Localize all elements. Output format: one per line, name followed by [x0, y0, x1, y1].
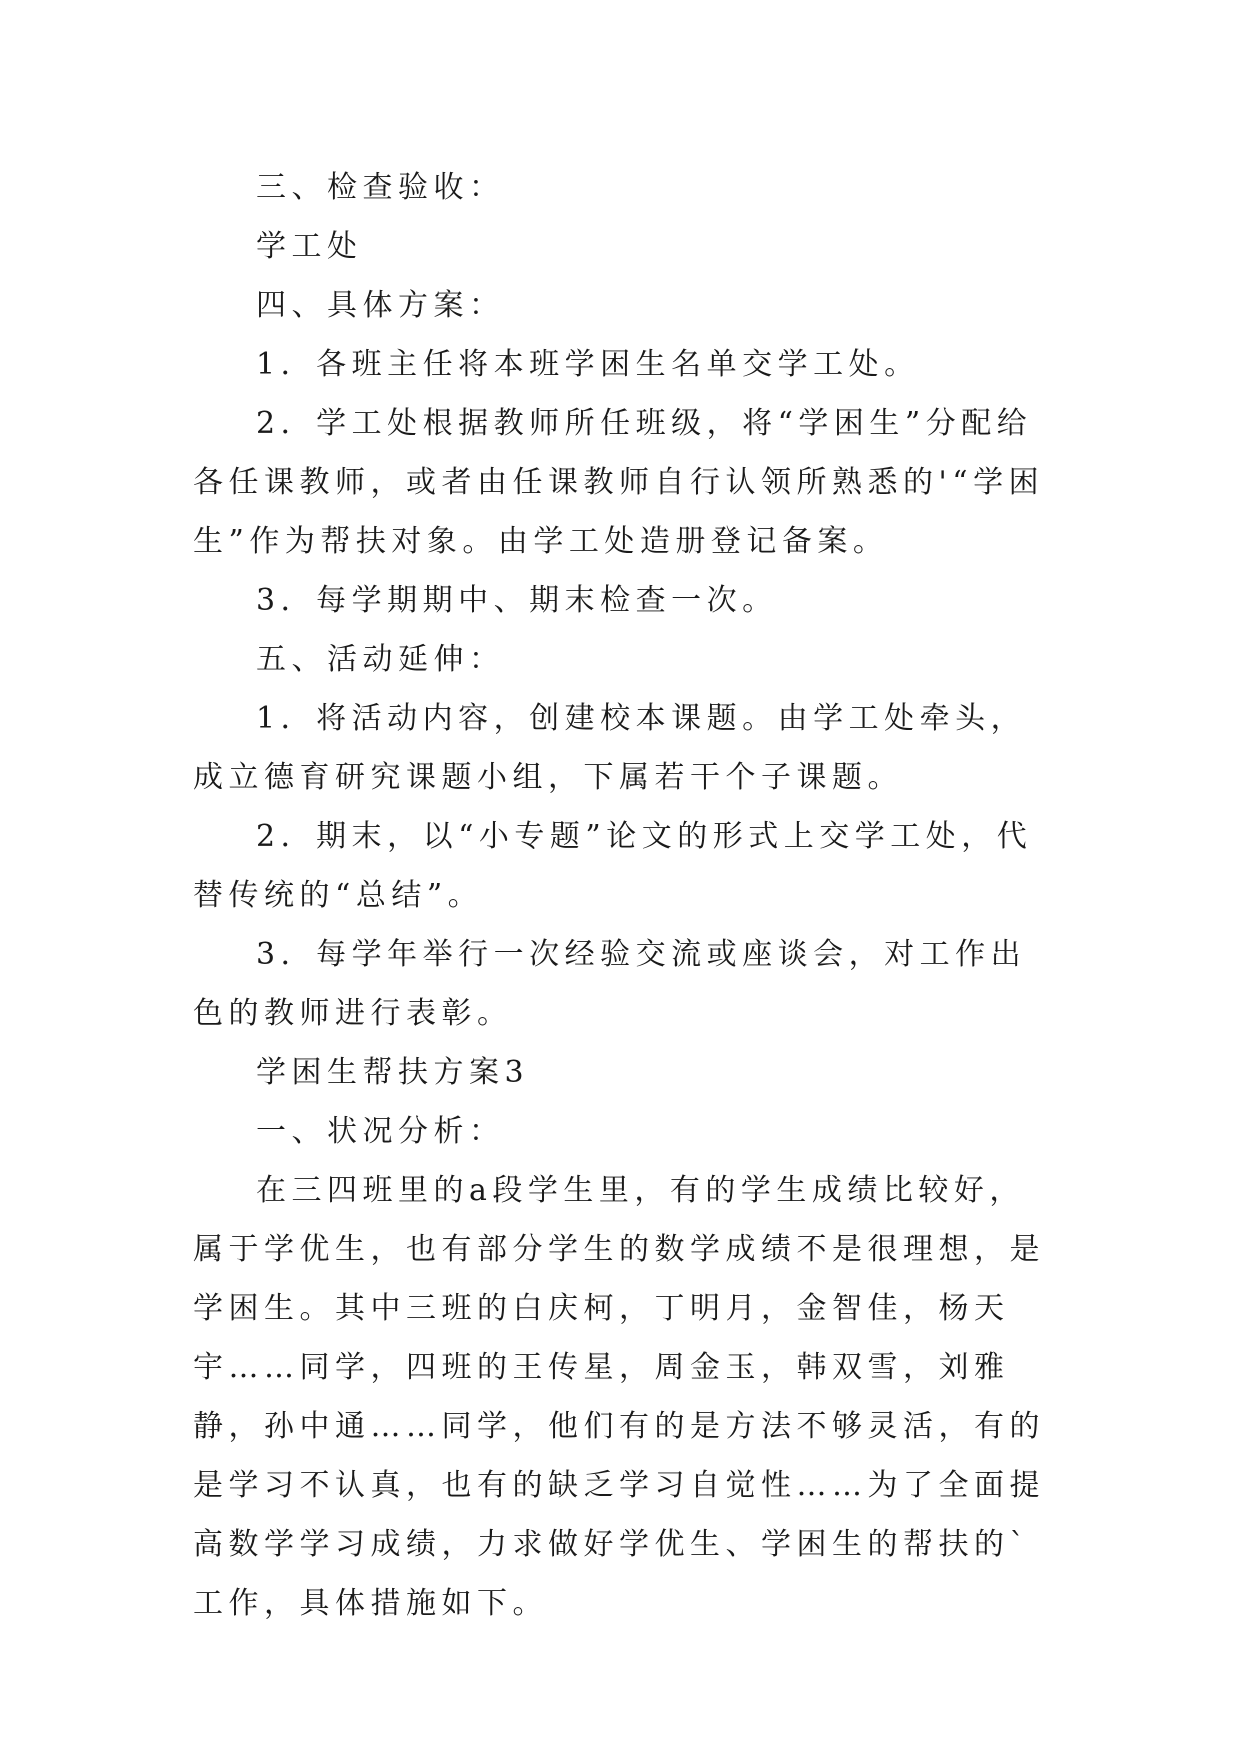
section-heading-plan: 四、具体方案：: [256, 288, 505, 323]
analysis-paragraph: 在三四班里的a段学生里，有的学生成绩比较好，属于学优生，也有部分学生的数学成绩不是很理想，是学困生。其中三班的白庆柯，丁明月，金智佳，杨天宇……同学，四班的王传星，周金玉，韩双雪，刘雅静，孙中通……同学，他们有的是方法不够灵活，有的是学习不认真，也有的缺乏学习自觉性……为了全面提高数学学习成绩，力求做好学优生、学困生的帮扶的`工作，具体措施如下。: [193, 1173, 1045, 1621]
plan-item-2: 2．学工处根据教师所任班级，将“学困生”分配给各任课教师，或者由任课教师自行认领所熟悉的'“学困生”作为帮扶对象。由学工处造册登记备案。: [193, 406, 1045, 559]
section-heading-inspection: 三、检查验收：: [256, 170, 505, 205]
plan-item-1: 1．各班主任将本班学困生名单交学工处。: [256, 347, 920, 382]
extension-item-3: 3．每学年举行一次经验交流或座谈会，对工作出色的教师进行表彰。: [193, 937, 1027, 1031]
section-heading-analysis: 一、状况分析：: [256, 1114, 505, 1149]
document-body: [193, 158, 1053, 1633]
extension-item-1: 1．将活动内容，创建校本课题。由学工处牵头，成立德育研究课题小组，下属若干个子课题。: [193, 701, 1027, 795]
extension-item-2: 2．期末，以“小专题”论文的形式上交学工处，代替传统的“总结”。: [193, 819, 1033, 913]
document-subtitle: 学困生帮扶方案3: [256, 1055, 530, 1090]
section-heading-extension: 五、活动延伸：: [256, 642, 505, 677]
paragraph-responsible-dept: 学工处: [256, 229, 363, 264]
plan-item-3: 3．每学期期中、期末检查一次。: [256, 583, 778, 618]
